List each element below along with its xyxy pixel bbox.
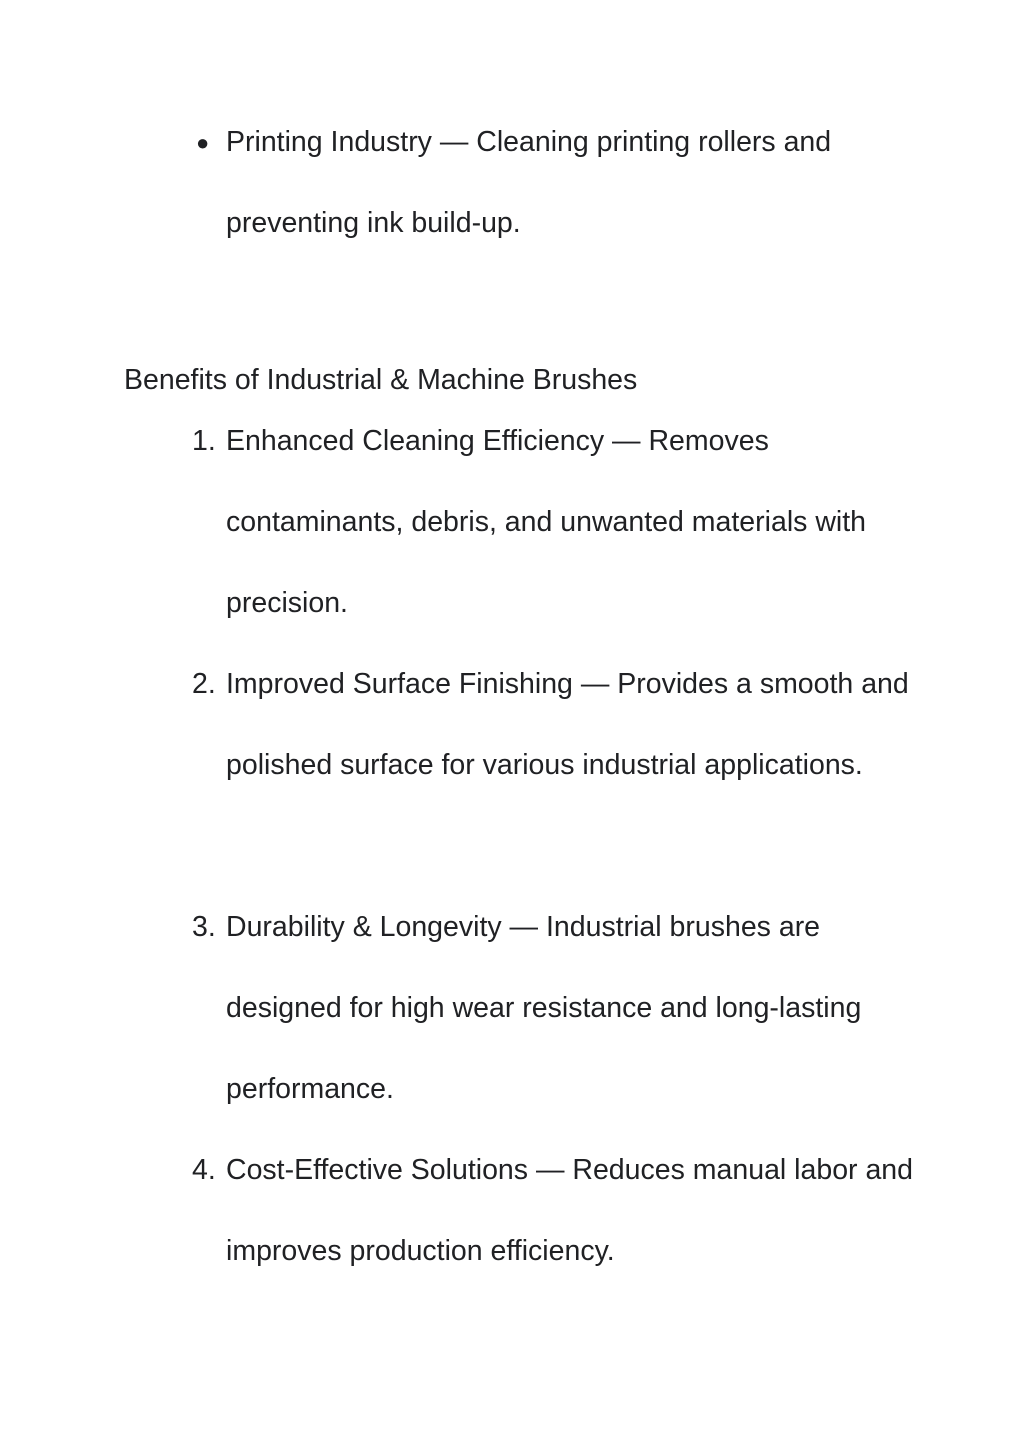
list-number: 2. xyxy=(192,668,216,700)
benefit-list-item xyxy=(192,401,912,644)
list-number: 4. xyxy=(192,1154,216,1186)
list-item-text: Enhanced Cleaning Efficiency — Removes contaminants, debris, and unwanted materials with precision. xyxy=(226,425,867,619)
list-number: 3. xyxy=(192,911,216,943)
list-item-text: Improved Surface Finishing — Provides a smooth and polished surface for various industrial applications. xyxy=(226,668,909,781)
list-number: 1. xyxy=(192,425,216,457)
bullet-marker: ● xyxy=(196,130,210,155)
bullet-item-text: Printing Industry — Cleaning printing rollers and preventing ink build-up. xyxy=(226,126,832,239)
benefit-list-item xyxy=(192,644,912,806)
section-heading: Benefits of Industrial & Machine Brushes xyxy=(124,364,638,396)
list-item-text: Cost-Effective Solutions — Reduces manual labor and improves production efficiency. xyxy=(226,1154,914,1267)
benefit-list-item xyxy=(192,1130,912,1292)
benefit-list-item xyxy=(192,887,912,1130)
list-item-text: Durability & Longevity — Industrial brushes are designed for high wear resistance and long-lasting performance. xyxy=(226,911,862,1105)
bullet-item xyxy=(192,102,912,264)
